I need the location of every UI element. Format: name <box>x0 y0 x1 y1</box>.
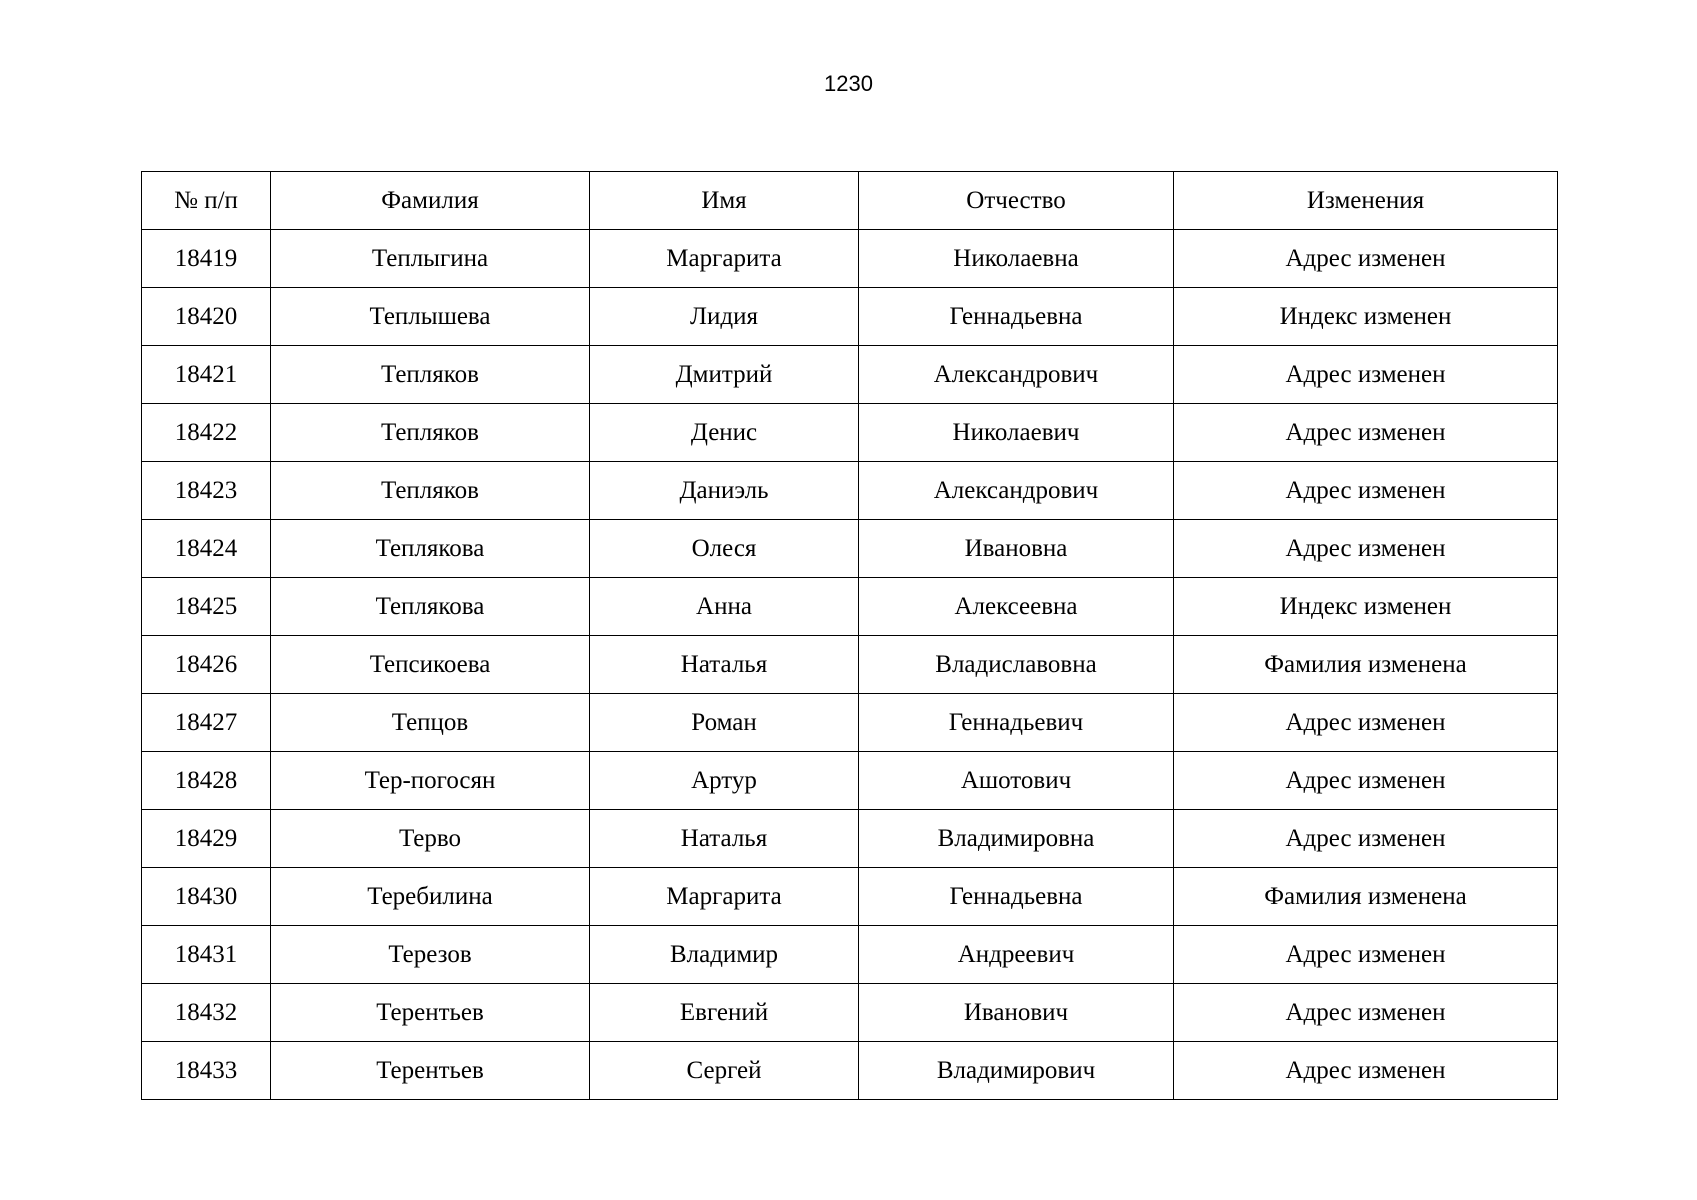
cell-last-name: Терентьев <box>271 984 590 1042</box>
header-row <box>142 172 1558 230</box>
cell-changes: Адрес изменен <box>1174 694 1558 752</box>
cell-patronymic: Иванович <box>859 984 1174 1042</box>
table-row <box>142 462 1558 520</box>
cell-patronymic: Ашотович <box>859 752 1174 810</box>
page-number: 1230 <box>824 71 873 96</box>
cell-first-name: Роман <box>590 694 859 752</box>
cell-first-name: Олеся <box>590 520 859 578</box>
cell-first-name: Маргарита <box>590 868 859 926</box>
registry-table <box>141 171 1558 1100</box>
header-patronymic: Отчество <box>859 172 1174 230</box>
cell-patronymic: Геннадьевна <box>859 288 1174 346</box>
cell-number: 18425 <box>142 578 271 636</box>
cell-changes: Адрес изменен <box>1174 752 1558 810</box>
cell-last-name: Тер-погосян <box>271 752 590 810</box>
cell-number: 18419 <box>142 230 271 288</box>
cell-first-name: Маргарита <box>590 230 859 288</box>
header-number: № п/п <box>142 172 271 230</box>
cell-last-name: Терезов <box>271 926 590 984</box>
table-row <box>142 984 1558 1042</box>
cell-first-name: Евгений <box>590 984 859 1042</box>
cell-patronymic: Владимирович <box>859 1042 1174 1100</box>
cell-first-name: Даниэль <box>590 462 859 520</box>
cell-changes: Адрес изменен <box>1174 810 1558 868</box>
cell-first-name: Лидия <box>590 288 859 346</box>
cell-patronymic: Александрович <box>859 346 1174 404</box>
cell-number: 18424 <box>142 520 271 578</box>
cell-changes: Индекс изменен <box>1174 578 1558 636</box>
cell-patronymic: Владимировна <box>859 810 1174 868</box>
cell-changes: Адрес изменен <box>1174 346 1558 404</box>
table-row <box>142 868 1558 926</box>
header-last-name: Фамилия <box>271 172 590 230</box>
table-row <box>142 1042 1558 1100</box>
cell-patronymic: Ивановна <box>859 520 1174 578</box>
cell-number: 18420 <box>142 288 271 346</box>
table-row <box>142 636 1558 694</box>
table-row <box>142 926 1558 984</box>
cell-number: 18429 <box>142 810 271 868</box>
cell-last-name: Теплякова <box>271 520 590 578</box>
cell-number: 18422 <box>142 404 271 462</box>
cell-last-name: Тепляков <box>271 404 590 462</box>
cell-patronymic: Геннадьевна <box>859 868 1174 926</box>
cell-first-name: Наталья <box>590 810 859 868</box>
cell-patronymic: Николаевна <box>859 230 1174 288</box>
cell-changes: Индекс изменен <box>1174 288 1558 346</box>
table-row <box>142 346 1558 404</box>
cell-changes: Фамилия изменена <box>1174 868 1558 926</box>
cell-number: 18423 <box>142 462 271 520</box>
cell-first-name: Денис <box>590 404 859 462</box>
cell-number: 18428 <box>142 752 271 810</box>
cell-patronymic: Владиславовна <box>859 636 1174 694</box>
cell-patronymic: Николаевич <box>859 404 1174 462</box>
cell-last-name: Терво <box>271 810 590 868</box>
cell-number: 18421 <box>142 346 271 404</box>
table-row <box>142 694 1558 752</box>
cell-changes: Фамилия изменена <box>1174 636 1558 694</box>
cell-changes: Адрес изменен <box>1174 404 1558 462</box>
cell-last-name: Теплыгина <box>271 230 590 288</box>
cell-last-name: Теребилина <box>271 868 590 926</box>
cell-last-name: Теплышева <box>271 288 590 346</box>
table-row <box>142 520 1558 578</box>
cell-patronymic: Александрович <box>859 462 1174 520</box>
table-row <box>142 230 1558 288</box>
table-row <box>142 810 1558 868</box>
cell-changes: Адрес изменен <box>1174 984 1558 1042</box>
cell-changes: Адрес изменен <box>1174 520 1558 578</box>
cell-first-name: Артур <box>590 752 859 810</box>
cell-changes: Адрес изменен <box>1174 462 1558 520</box>
table-row <box>142 288 1558 346</box>
header-first-name: Имя <box>590 172 859 230</box>
cell-number: 18430 <box>142 868 271 926</box>
cell-number: 18432 <box>142 984 271 1042</box>
table-row <box>142 578 1558 636</box>
cell-last-name: Терентьев <box>271 1042 590 1100</box>
cell-last-name: Тепцов <box>271 694 590 752</box>
header-changes: Изменения <box>1174 172 1558 230</box>
cell-last-name: Тепляков <box>271 346 590 404</box>
cell-number: 18427 <box>142 694 271 752</box>
cell-patronymic: Андреевич <box>859 926 1174 984</box>
cell-first-name: Анна <box>590 578 859 636</box>
table-row <box>142 404 1558 462</box>
cell-last-name: Тепляков <box>271 462 590 520</box>
cell-last-name: Теплякова <box>271 578 590 636</box>
cell-first-name: Наталья <box>590 636 859 694</box>
cell-changes: Адрес изменен <box>1174 926 1558 984</box>
cell-patronymic: Геннадьевич <box>859 694 1174 752</box>
table-body <box>142 230 1558 1100</box>
cell-changes: Адрес изменен <box>1174 1042 1558 1100</box>
cell-changes: Адрес изменен <box>1174 230 1558 288</box>
table-header <box>142 172 1558 230</box>
cell-number: 18433 <box>142 1042 271 1100</box>
cell-number: 18431 <box>142 926 271 984</box>
table-row <box>142 752 1558 810</box>
cell-first-name: Дмитрий <box>590 346 859 404</box>
cell-number: 18426 <box>142 636 271 694</box>
cell-patronymic: Алексеевна <box>859 578 1174 636</box>
cell-last-name: Тепсикоева <box>271 636 590 694</box>
cell-first-name: Сергей <box>590 1042 859 1100</box>
cell-first-name: Владимир <box>590 926 859 984</box>
